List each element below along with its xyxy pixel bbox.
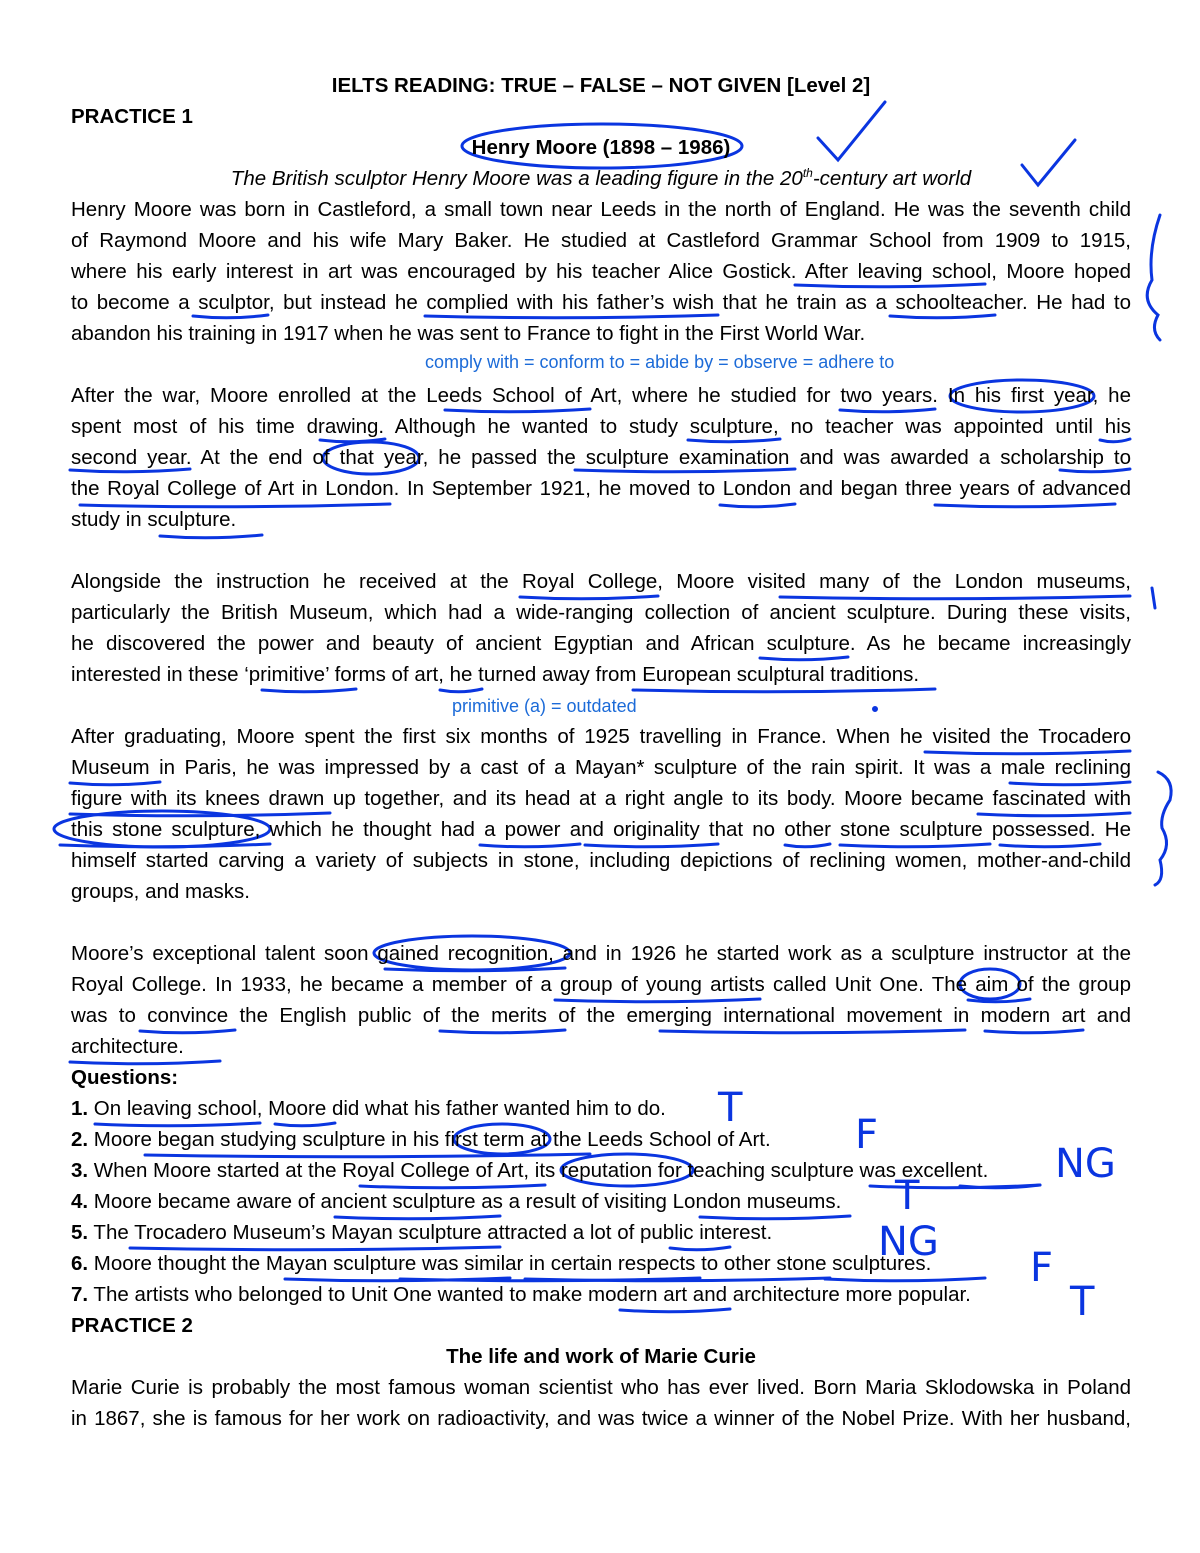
ink-bracket bbox=[1152, 588, 1155, 608]
paragraph-line: Marie Curie is probably the most famous woman scientist who has ever lived. Born Maria Sklodowska in Poland bbox=[71, 1376, 1131, 1399]
paragraph-line: groups, and masks. bbox=[71, 880, 250, 903]
paragraph-line: where his early interest in art was encouraged by his teacher Alice Gostick. After leaving school, Moore hoped bbox=[71, 260, 1131, 283]
ink-dot bbox=[874, 708, 877, 711]
question-item: 7. The artists who belonged to Unit One wanted to make modern art and architecture more popular. bbox=[71, 1283, 971, 1306]
handwritten-answer: F bbox=[855, 1112, 879, 1158]
ink-underline bbox=[160, 535, 262, 538]
question-item: 4. Moore became aware of ancient sculpture as a result of visiting London museums. bbox=[71, 1190, 842, 1213]
passage-2-title: The life and work of Marie Curie bbox=[446, 1345, 756, 1368]
synonym-note: primitive (a) = outdated bbox=[452, 696, 637, 716]
handwritten-answer: NG bbox=[878, 1219, 939, 1265]
handwritten-answer: F bbox=[1030, 1245, 1054, 1291]
document-header: IELTS READING: TRUE – FALSE – NOT GIVEN [Level 2] bbox=[331, 74, 871, 97]
handwritten-answer: T bbox=[895, 1173, 920, 1219]
paragraph-line: in 1867, she is famous for her work on radioactivity, and was twice a winner of the Nobel Prize. With her husband, bbox=[71, 1407, 1131, 1430]
synonym-note: comply with = conform to = abide by = observe = adhere to bbox=[425, 352, 895, 372]
paragraph-line: second year. At the end of that year, he passed the sculpture examination and was awarded a scholarship to bbox=[71, 446, 1131, 469]
paragraph-line: of Raymond Moore and his wife Mary Baker. He studied at Castleford Grammar School from 1909 to 1915, bbox=[71, 229, 1131, 252]
paragraph-line: Moore’s exceptional talent soon gained recognition, and in 1926 he started work as a sculpture instructor at the bbox=[71, 942, 1131, 965]
paragraph-line: abandon his training in 1917 when he was sent to France to fight in the First World War. bbox=[71, 322, 866, 345]
question-item: 5. The Trocadero Museum’s Mayan sculpture attracted a lot of public interest. bbox=[71, 1221, 773, 1244]
questions-heading: Questions: bbox=[71, 1066, 179, 1089]
paragraph-line: the Royal College of Art in London. In September 1921, he moved to London and began three years of advanced bbox=[71, 477, 1131, 500]
paragraph-line: spent most of his time drawing. Although he wanted to study sculpture, no teacher was appointed until his bbox=[71, 415, 1131, 438]
paragraph-line: Museum in Paris, he was impressed by a cast of a Mayan* sculpture of the rain spirit. It was a male reclining bbox=[71, 756, 1131, 779]
handwritten-answer: T bbox=[718, 1085, 743, 1131]
paragraph-line: was to convince the English public of the merits of the emerging international movement in modern art and bbox=[71, 1004, 1131, 1027]
paragraph-line: this stone sculpture, which he thought had a power and originality that no other stone sculpture possessed. He bbox=[71, 818, 1131, 841]
paragraph-line: Henry Moore was born in Castleford, a small town near Leeds in the north of England. He was the seventh child bbox=[71, 198, 1131, 221]
question-item: 1. On leaving school, Moore did what his father wanted him to do. bbox=[71, 1097, 666, 1120]
question-item: 3. When Moore started at the Royal College of Art, its reputation for teaching sculpture was excellent. bbox=[71, 1159, 989, 1182]
paragraph-line: he discovered the power and beauty of ancient Egyptian and African sculpture. As he became increasingly bbox=[71, 632, 1131, 655]
paragraph-line: After the war, Moore enrolled at the Leeds School of Art, where he studied for two years. In his first year, he bbox=[71, 384, 1131, 407]
question-item: 2. Moore began studying sculpture in his first term at the Leeds School of Art. bbox=[71, 1128, 771, 1151]
passage-title: Henry Moore (1898 – 1986) bbox=[471, 136, 731, 159]
paragraph-line: interested in these ‘primitive’ forms of art, he turned away from European sculptural traditions. bbox=[71, 663, 920, 686]
practice-1-label: PRACTICE 1 bbox=[71, 105, 193, 128]
handwritten-answer: T bbox=[1070, 1279, 1095, 1325]
paragraph-line: Alongside the instruction he received at the Royal College, Moore visited many of the London museums, bbox=[71, 570, 1131, 593]
ink-bracket bbox=[1155, 772, 1171, 885]
practice-2-label: PRACTICE 2 bbox=[71, 1314, 193, 1337]
paragraph-line: particularly the British Museum, which had a wide-ranging collection of ancient sculpture. During these visits, bbox=[71, 601, 1131, 624]
paragraph-line: Royal College. In 1933, he became a member of a group of young artists called Unit One. The aim of the group bbox=[71, 973, 1131, 996]
paragraph-line: After graduating, Moore spent the first six months of 1925 travelling in France. When he visited the Trocadero bbox=[71, 725, 1131, 748]
handwritten-answer: NG bbox=[1055, 1141, 1116, 1187]
paragraph-line: study in sculpture. bbox=[71, 508, 237, 531]
paragraph-line: to become a sculptor, but instead he complied with his father’s wish that he train as a schoolteacher. He had to bbox=[71, 291, 1131, 314]
paragraph-line: himself started carving a variety of subjects in stone, including depictions of reclining women, mother-and-child bbox=[71, 849, 1131, 872]
passage-subtitle: The British sculptor Henry Moore was a leading figure in the 20th-century art world bbox=[230, 166, 972, 190]
paragraph-line: architecture. bbox=[71, 1035, 184, 1058]
paragraph-line: figure with its knees drawn up together, and its head at a right angle to its body. Moore became fascinated with bbox=[71, 787, 1131, 810]
question-item: 6. Moore thought the Mayan sculpture was similar in certain respects to other stone sculptures. bbox=[71, 1252, 932, 1275]
ink-bracket bbox=[1147, 215, 1160, 340]
